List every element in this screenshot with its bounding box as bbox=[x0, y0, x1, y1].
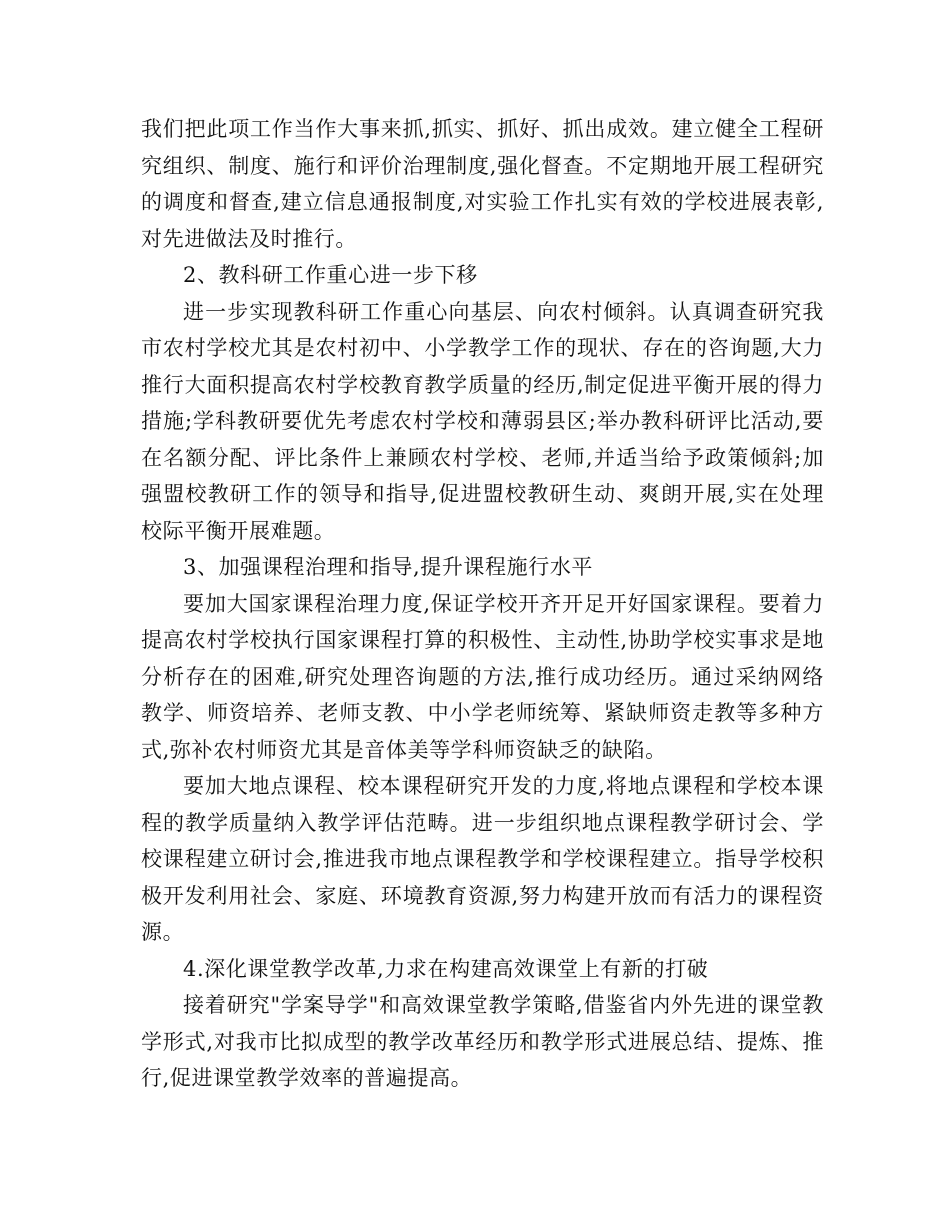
paragraph-5: 接着研究"学案导学"和高效课堂教学策略,借鉴省内外先进的课堂教学形式,对我市比拟成型的教学改革经历和教学形式进展总结、提炼、推行,促进课堂教学效率的普遍提高。 bbox=[141, 993, 824, 1090]
paragraph-3: 要加大国家课程治理力度,保证学校开齐开足开好国家课程。要着力提高农村学校执行国家课程打算的积极性、主动性,协助学校实事求是地分析存在的困难,研究处理咨询题的方法,推行成功经历。通过采纳网络教学、师资培养、老师支教、中小学老师统筹、紧缺师资走教等多种方式,弥补农村师资尤其是音体美等学科师资缺乏的缺陷。 bbox=[141, 591, 824, 762]
section-heading-4: 4.深化课堂教学改革,力求在构建高效课堂上有新的打破 bbox=[183, 956, 709, 981]
paragraph-1: 我们把此项工作当作大事来抓,抓实、抓好、抓出成效。建立健全工程研究组织、制度、施行和评价治理制度,强化督查。不定期地开展工程研究的调度和督查,建立信息通报制度,对实验工作扎实有效的学校进展表彰,对先进做法及时推行。 bbox=[141, 117, 824, 251]
paragraph-4: 要加大地点课程、校本课程研究开发的力度,将地点课程和学校本课程的教学质量纳入教学评估范畴。进一步组织地点课程教学研讨会、学校课程建立研讨会,推进我市地点课程教学和学校课程建立。指导学校积极开发利用社会、家庭、环境教育资源,努力构建开放而有活力的课程资源。 bbox=[141, 774, 824, 944]
document-page bbox=[141, 111, 824, 1097]
paragraph-2: 进一步实现教科研工作重心向基层、向农村倾斜。认真调查研究我市农村学校尤其是农村初中、小学教学工作的现状、存在的咨询题,大力推行大面积提高农村学校教育教学质量的经历,制定促进平衡开展的得力措施;学科教研要优先考虑农村学校和薄弱县区;举办教科研评比活动,要在名额分配、评比条件上兼顾农村学校、老师,并适当给予政策倾斜;加强盟校教研工作的领导和指导,促进盟校教研生动、爽朗开展,实在处理校际平衡开展难题。 bbox=[141, 299, 824, 543]
section-heading-2: 2、教科研工作重心进一步下移 bbox=[183, 263, 478, 287]
section-heading-3: 3、加强课程治理和指导,提升课程施行水平 bbox=[183, 555, 594, 579]
